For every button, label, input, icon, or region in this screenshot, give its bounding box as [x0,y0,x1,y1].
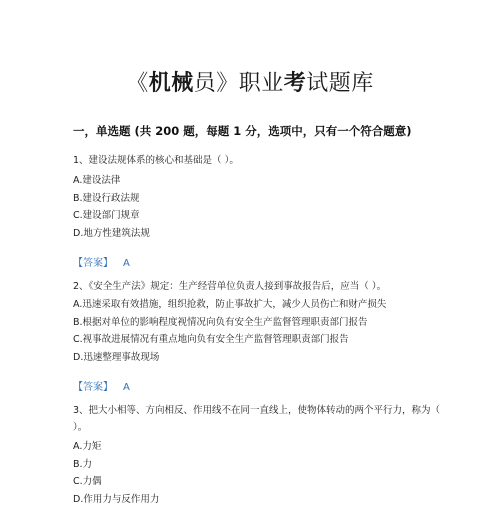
question-1 [73,155,433,275]
question-2-text: 2、《安全生产法》规定：生产经营单位负责人接到事故报告后，应当（ ）。 [73,281,387,292]
question-2-option-b: B.根据对单位的影响程度视情况向负有安全生产监督管理职责部门报告 [73,317,368,328]
question-2 [73,281,433,401]
answer-label: 【答案】 [73,382,113,393]
question-1-option-d: D.地方性建筑法规 [73,228,150,239]
title-part-5: 试题库 [306,71,374,96]
question-1-text: 1、建设法规体系的核心和基础是（ ）。 [73,155,239,166]
question-3 [73,405,441,515]
page-title [0,66,500,97]
answer-value: A [123,382,130,393]
question-2-option-c: C.视事故进展情况有重点地向负有安全生产监督管理职责部门报告 [73,334,349,345]
title-part-4: 考 [283,70,307,96]
question-2-option-d: D.迅速整理事故现场 [73,352,160,363]
question-3-option-b: B.力 [73,459,93,470]
question-1-option-a: A.建设法律 [73,175,121,186]
question-2-option-a: A.迅速采取有效措施，组织抢救，防止事故扩大，减少人员伤亡和财产损失 [73,299,387,310]
question-3-text-line-1: 3、把大小相等、方向相反、作用线不在同一直线上，使物体转动的两个平行力，称为（ [73,405,441,416]
title-part-3: 员》职业 [193,71,284,96]
title-part-2: 机械 [148,70,194,96]
question-1-option-c: C.建设部门规章 [73,210,140,221]
answer-value: A [123,258,130,269]
question-3-option-d: D.作用力与反作用力 [73,494,160,505]
question-2-answer [73,378,130,393]
question-1-option-b: B.建设行政法规 [73,193,140,204]
question-3-text-line-2: ）。 [73,422,88,433]
section-header: 一，单选题 (共 200 题，每题 1 分，选项中，只有一个符合题意) [73,124,412,138]
question-1-answer [73,254,130,269]
question-3-option-c: C.力偶 [73,476,102,487]
answer-label: 【答案】 [73,258,113,269]
title-part-1: 《 [126,71,149,96]
question-3-option-a: A.力矩 [73,441,102,452]
